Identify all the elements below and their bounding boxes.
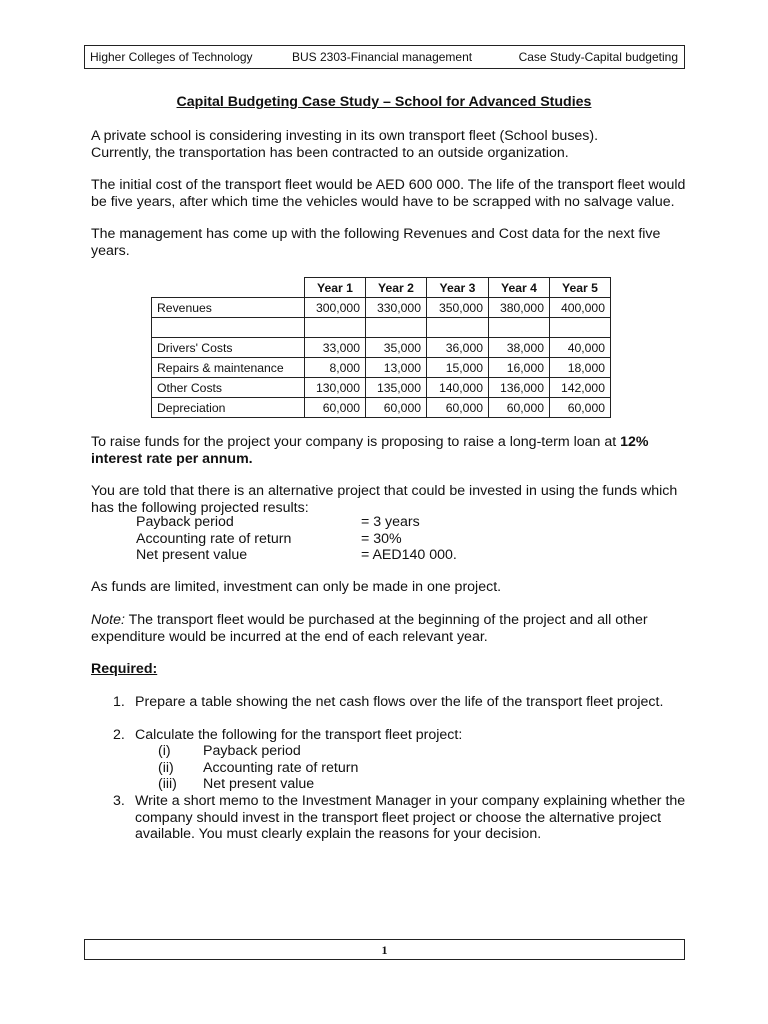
intro-line-1: A private school is considering investing in its own transport fleet (School buses). <box>91 128 599 144</box>
row-label: Repairs & maintenance <box>152 358 305 378</box>
loan-paragraph <box>91 434 691 467</box>
table-row <box>152 398 611 418</box>
alt-label: Net present value <box>136 547 248 563</box>
table-cell: 18,000 <box>550 358 611 378</box>
subitem-text: Payback period <box>203 743 301 759</box>
list-item <box>136 531 457 548</box>
table-cell: 35,000 <box>366 338 427 358</box>
required-heading: Required: <box>91 661 158 677</box>
note-text: The transport fleet would be purchased at the beginning of the project and all other expenditure would be incurred at the end of each relevant year. <box>91 612 648 645</box>
loan-text: To raise funds for the project your company is proposing to raise a long-term loan at <box>91 434 621 450</box>
list-item <box>158 743 358 760</box>
note-paragraph <box>91 612 691 645</box>
alt-value: = 30% <box>361 530 402 547</box>
table-header-row <box>152 278 611 298</box>
alt-value: = AED140 000. <box>361 547 457 563</box>
table-cell: 380,000 <box>489 298 550 318</box>
subitem-text: Accounting rate of return <box>203 759 359 776</box>
alt-label: Payback period <box>136 514 234 530</box>
list-item <box>136 547 457 564</box>
table-cell: 136,000 <box>489 378 550 398</box>
table-header: Year 1 <box>305 278 366 298</box>
alt-label: Accounting rate of return <box>136 530 292 547</box>
table-cell: 13,000 <box>366 358 427 378</box>
list-item <box>158 760 358 777</box>
table-cell: 142,000 <box>550 378 611 398</box>
intro-line-2: Currently, the transportation has been contracted to an outside organization. <box>91 144 569 161</box>
alternative-paragraph: You are told that there is an alternative project that could be invested in using the funds which has the following projected results: <box>91 483 678 516</box>
table-row <box>152 378 611 398</box>
table-cell: 8,000 <box>305 358 366 378</box>
task-text: Calculate the following for the transport fleet project: <box>135 727 463 743</box>
management-paragraph: The management has come up with the following Revenues and Cost data for the next five years. <box>91 226 661 259</box>
row-label: Drivers' Costs <box>152 338 305 358</box>
row-label: Revenues <box>152 298 305 318</box>
table-cell: 60,000 <box>305 398 366 418</box>
task-number: 2. <box>113 727 125 743</box>
table-cell: 60,000 <box>427 398 489 418</box>
note-label: Note: <box>91 612 125 628</box>
table-spacer-row <box>152 318 611 338</box>
table-cell: 38,000 <box>489 338 550 358</box>
table-cell: 140,000 <box>427 378 489 398</box>
revenue-cost-table <box>151 277 611 418</box>
page-footer <box>84 939 685 960</box>
subitem-text: Net present value <box>203 776 315 792</box>
row-label: Depreciation <box>152 398 305 418</box>
table-cell: 330,000 <box>366 298 427 318</box>
table-cell: 135,000 <box>366 378 427 398</box>
table-corner <box>152 278 305 298</box>
page-header <box>84 45 685 69</box>
alt-value: = 3 years <box>361 514 420 530</box>
table-cell: 40,000 <box>550 338 611 358</box>
table-header: Year 3 <box>427 278 489 298</box>
document-title: Capital Budgeting Case Study – School for Advanced Studies <box>176 94 592 110</box>
alternative-results-list <box>136 514 457 564</box>
intro-paragraph <box>91 128 691 161</box>
list-item <box>136 514 457 531</box>
table-cell: 300,000 <box>305 298 366 318</box>
header-institution: Higher Colleges of Technology <box>90 50 253 64</box>
table-cell: 400,000 <box>550 298 611 318</box>
loan-rate: 12% interest rate per annum. <box>91 434 649 467</box>
table-cell: 36,000 <box>427 338 489 358</box>
page-number: 1 <box>381 943 388 957</box>
task-text: Write a short memo to the Investment Manager in your company explaining whether the company should invest in the transport fleet project or choose the alternative project available. You must clearly explain the reasons for your decision. <box>135 793 686 842</box>
subitem-number: (ii) <box>158 759 174 776</box>
table-row <box>152 298 611 318</box>
cost-paragraph: The initial cost of the transport fleet would be AED 600 000. The life of the transport fleet would be five years, after which time the vehicles would have to be scrapped with no salvage value. <box>91 177 686 210</box>
header-topic: Case Study-Capital budgeting <box>518 50 678 64</box>
table-cell: 33,000 <box>305 338 366 358</box>
limited-funds-paragraph: As funds are limited, investment can only be made in one project. <box>91 579 502 595</box>
row-label: Other Costs <box>152 378 305 398</box>
table-header: Year 4 <box>489 278 550 298</box>
list-item <box>158 776 358 793</box>
task-text: Prepare a table showing the net cash flows over the life of the transport fleet project. <box>135 694 664 710</box>
table-cell: 350,000 <box>427 298 489 318</box>
table-row <box>152 358 611 378</box>
header-course: BUS 2303-Financial management <box>292 50 473 64</box>
table-cell: 60,000 <box>366 398 427 418</box>
table-cell: 16,000 <box>489 358 550 378</box>
subitem-number: (iii) <box>158 776 177 792</box>
table-cell: 60,000 <box>489 398 550 418</box>
subitem-number: (i) <box>158 743 171 759</box>
table-header: Year 2 <box>366 278 427 298</box>
table-header: Year 5 <box>550 278 611 298</box>
task-number: 1. <box>113 694 125 710</box>
task-number: 3. <box>113 793 125 809</box>
table-cell: 15,000 <box>427 358 489 378</box>
table-row <box>152 338 611 358</box>
table-cell: 60,000 <box>550 398 611 418</box>
calculation-subitems <box>158 743 358 793</box>
table-cell: 130,000 <box>305 378 366 398</box>
